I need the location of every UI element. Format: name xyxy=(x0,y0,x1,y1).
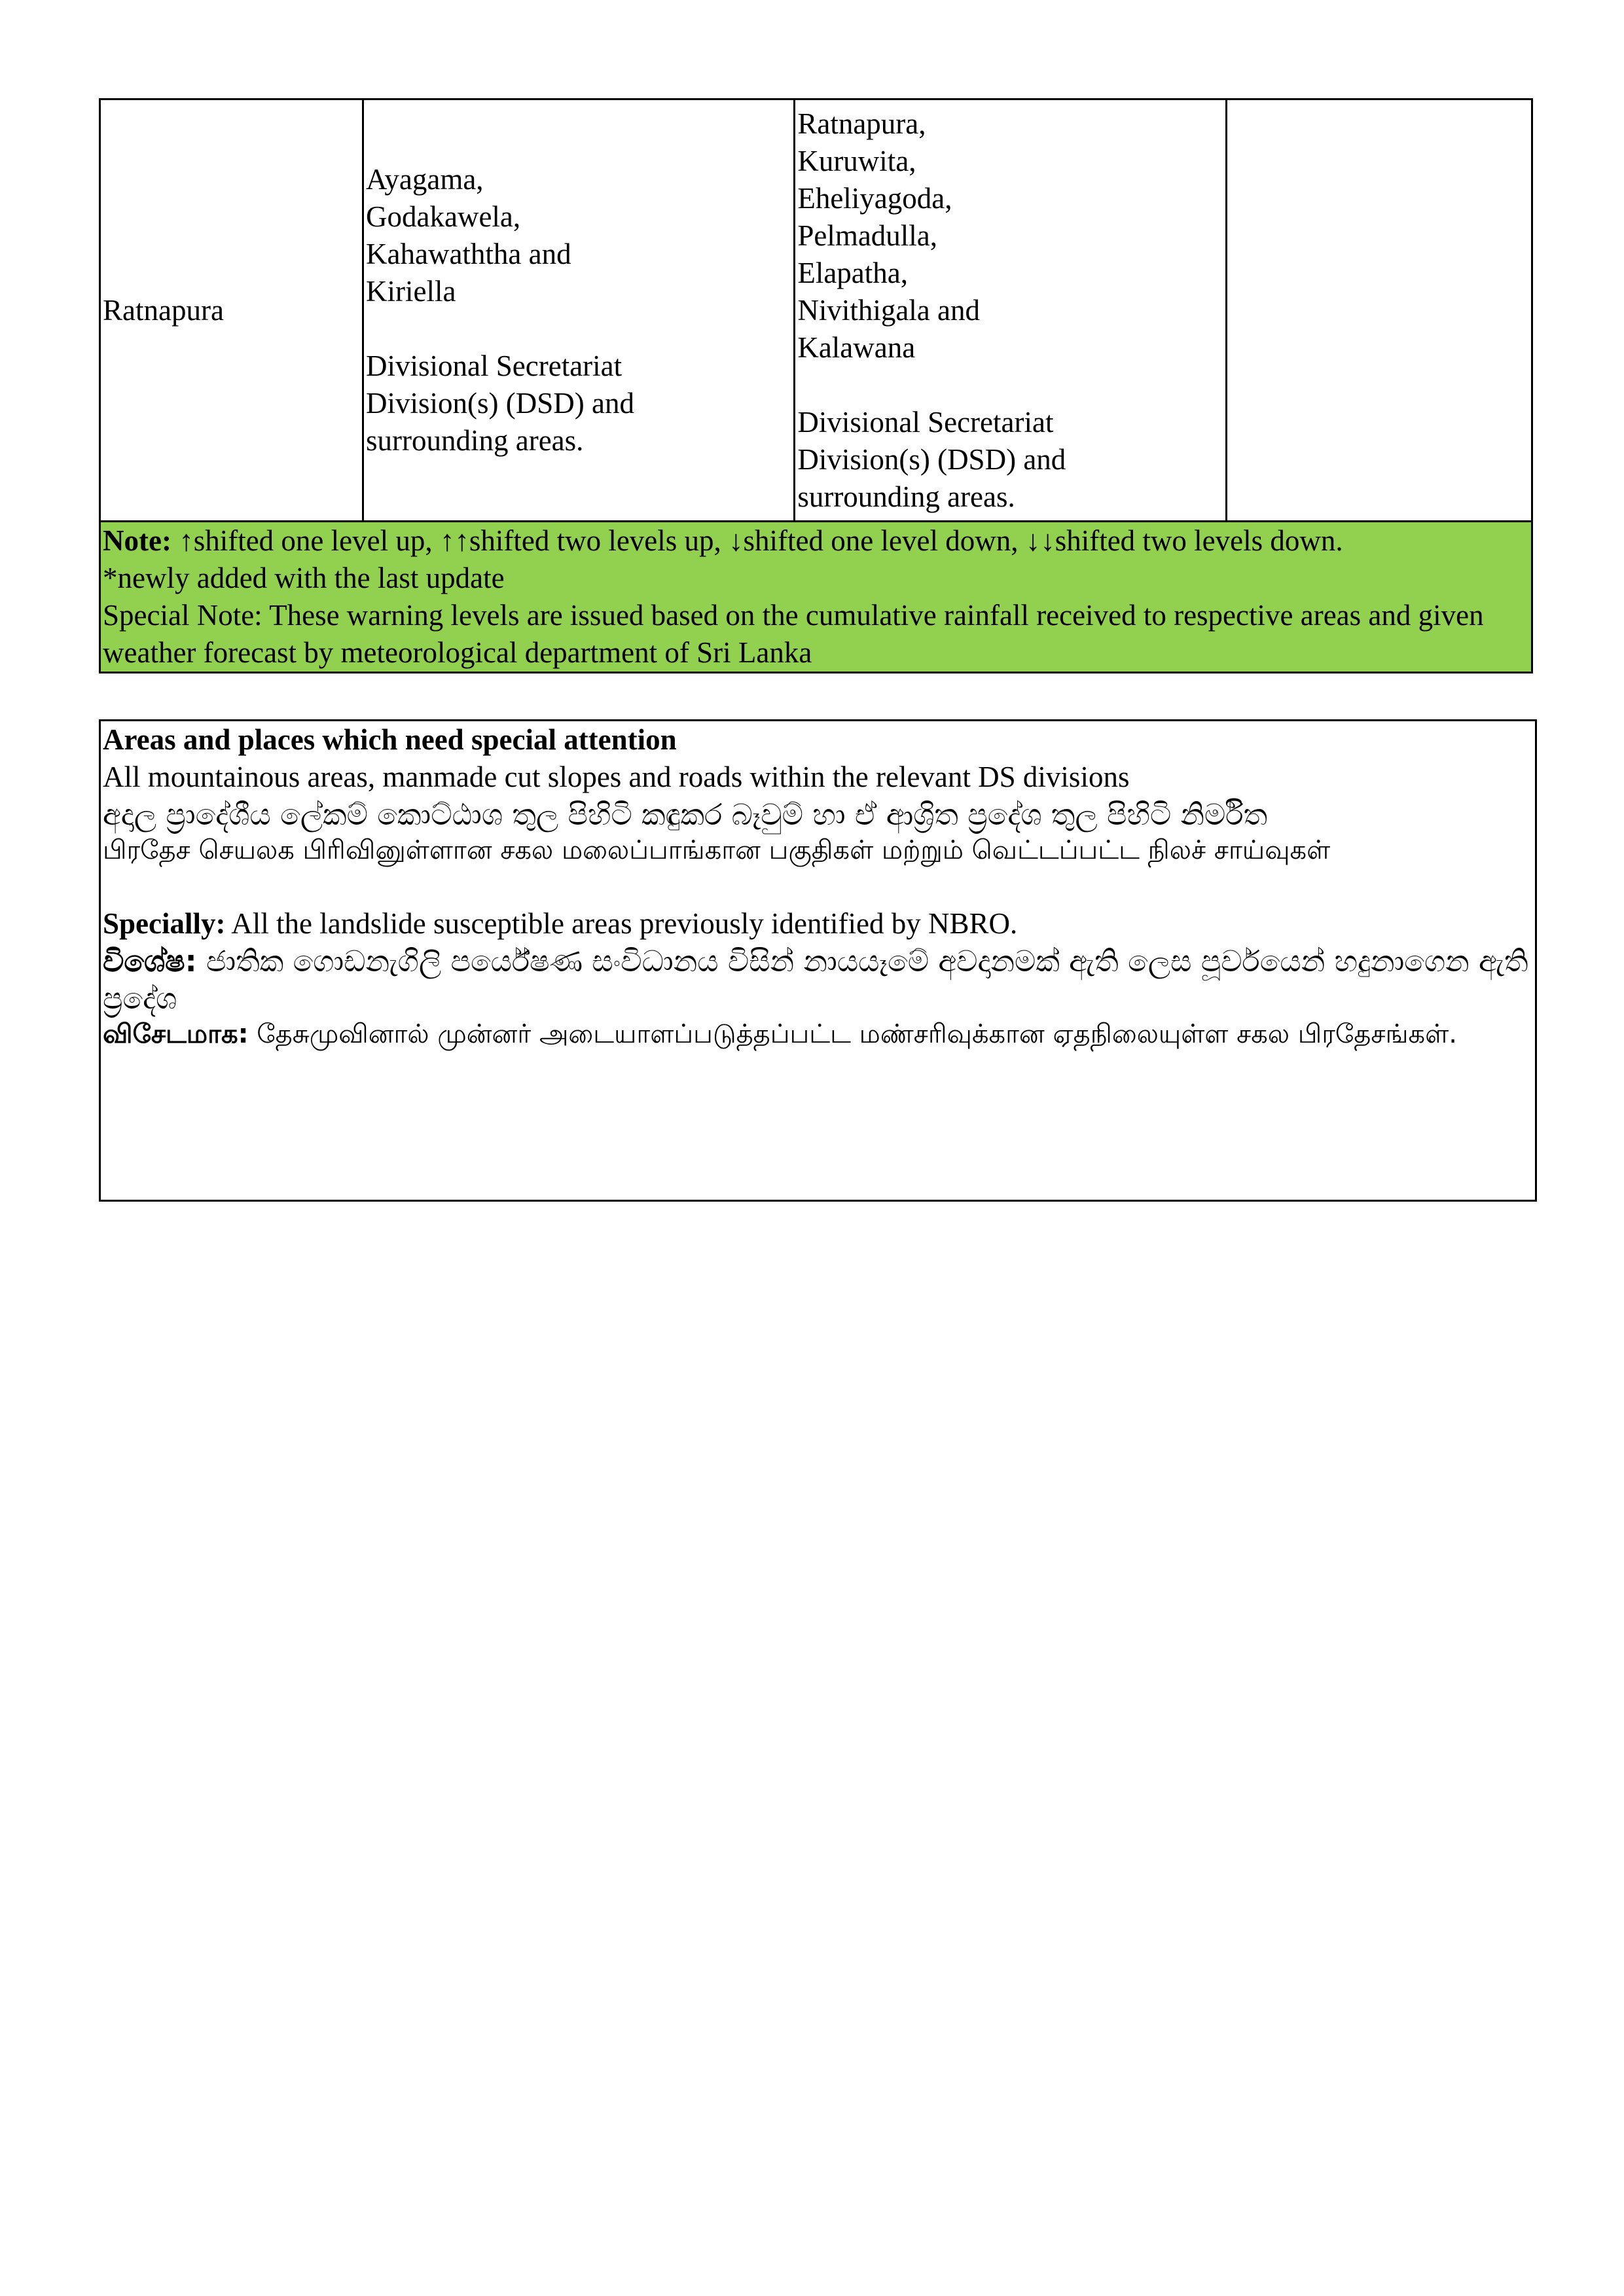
tamil-special-text: தேசுமுவினால் முன்னர் அடையாளப்படுத்தப்பட்ட மண்சரிவுக்கான ஏதநிலையுள்ள சகல பிரதேசங்கள். xyxy=(248,1019,1457,1049)
table-row xyxy=(100,99,1532,522)
specially-tamil xyxy=(103,1017,1533,1052)
specially-label: Specially: xyxy=(103,907,226,940)
note-row xyxy=(100,522,1532,673)
specially-sinhala xyxy=(103,942,1533,1017)
level-c-areas-cell xyxy=(1226,99,1532,522)
note-text: ↑shifted one level up, ↑↑shifted two levels up, ↓shifted one level down, ↓↓shifted two levels down. xyxy=(171,524,1343,557)
landslide-warning-table xyxy=(99,98,1533,673)
note-cell xyxy=(100,522,1532,673)
note-legend xyxy=(103,522,1529,560)
note-label: Note: xyxy=(103,524,171,557)
sinhala-special-text: ජාතික ගොඩනැගිලි පර්යේෂණ සංවිධානය විසින් නායයෑමේ අවදානමක් ඇති ලෙස පූර්වයෙන් හදුනාගෙන ඇති ප්‍රදේශ xyxy=(103,944,1528,1016)
level-b-areas: Ratnapura, Kuruwita, Eheliyagoda, Pelmadulla, Elapatha, Nivithigala and Kalawana Divisional Secretariat Division(s) (DSD) and surrounding areas. xyxy=(797,107,1066,513)
attention-tamil: பிரதேச செயலக பிரிவினுள்ளான சகல மலைப்பாங்கான பகுதிகள் மற்றும் வெட்டப்பட்ட நிலச் சாய்வுகள் xyxy=(103,835,1331,865)
district-cell xyxy=(100,99,363,522)
sinhala-special-label: විශේෂ: xyxy=(103,944,197,978)
specially-text: All the landslide susceptible areas previously identified by NBRO. xyxy=(225,907,1018,940)
special-attention-box xyxy=(99,719,1537,1202)
spacer xyxy=(103,868,1533,905)
level-a-areas-cell xyxy=(363,99,795,522)
attention-english: All mountainous areas, manmade cut slopes and roads within the relevant DS divisions xyxy=(103,761,1130,793)
attention-sinhala: අදාල ප්‍රාදේශීය ලේකම් කොට්ඨාශ තුල පිහිටි කඳුකර බෑවුම් හා ඒ ආශ්‍රිත ප්‍රදේශ තුල පිහිටි නිර්මිත xyxy=(103,797,1268,832)
newly-added-note: *newly added with the last update xyxy=(103,562,505,594)
special-note: Special Note: These warning levels are issued based on the cumulative rainfall received to respective areas and given weather forecast by meteorological department of Sri Lanka xyxy=(103,599,1484,669)
level-b-areas-cell xyxy=(795,99,1226,522)
level-a-areas: Ayagama, Godakawela, Kahawaththa and Kiriella Divisional Secretariat Division(s) (DSD) and surrounding areas. xyxy=(366,163,634,457)
specially-english xyxy=(103,905,1533,942)
district-name: Ratnapura xyxy=(103,293,224,327)
attention-title: Areas and places which need special attention xyxy=(103,723,677,756)
tamil-special-label: விசேடமாக: xyxy=(103,1019,249,1049)
